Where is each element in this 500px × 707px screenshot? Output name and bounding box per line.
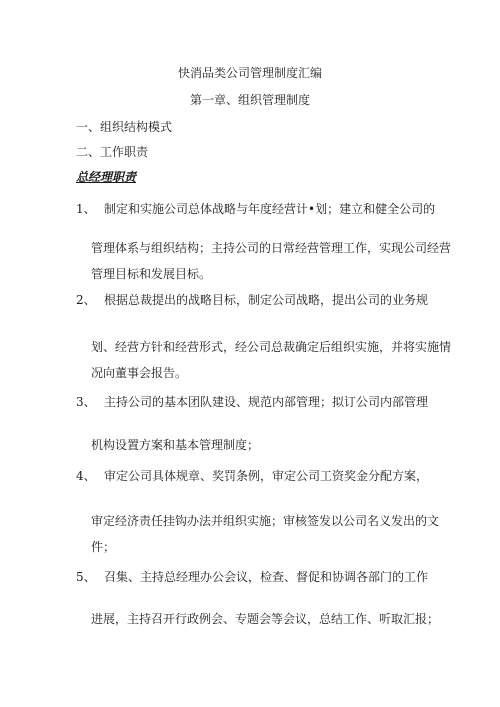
item-text-line: 况向董事会报告。 — [91, 366, 188, 380]
item-text-line: 管理目标和发展目标。 — [91, 267, 212, 281]
item-number: 1、 — [76, 202, 96, 216]
item-text-line: 审定公司具体规章、奖罚条例，审定公司工资奖金分配方案， — [104, 469, 429, 483]
item-number: 3、 — [76, 395, 96, 409]
item-text-line: 审定经济责任挂钩办法并组织实施；审核签发以公司名义发出的文 — [91, 514, 440, 528]
item-number: 2、 — [76, 293, 96, 307]
item-text-line: 召集、主持总经理办公会议，检查、督促和协调各部门的工作 — [104, 570, 429, 584]
section-job-duties: 二、工作职责 — [76, 145, 149, 159]
chapter-title: 第一章、组织管理制度 — [189, 93, 310, 107]
item-number: 5、 — [76, 570, 96, 584]
item-text-line: 制定和实施公司总体战略与年度经营计•划；建立和健全公司的 — [104, 202, 436, 216]
item-text-line: 划、经营方针和经营形式，经公司总裁确定后组织实施，并将实施情 — [91, 340, 452, 354]
document-title: 快消品类公司管理制度汇编 — [177, 66, 322, 80]
item-number: 4、 — [76, 469, 96, 483]
item-text-line: 根据总裁提出的战略目标，制定公司战略，提出公司的业务规 — [104, 293, 429, 307]
item-text-line: 管理体系与组织结构；主持公司的日常经营管理工作，实现公司经营 — [91, 241, 452, 255]
section-org-structure: 一、组织结构模式 — [76, 120, 173, 134]
item-text-line: 进展，主持召开行政例会、专题会等会议，总结工作、听取汇报； — [91, 612, 440, 626]
item-text-line: 机构设置方案和基本管理制度； — [91, 438, 260, 452]
item-text-line: 主持公司的基本团队建设、规范内部管理；拟订公司内部管理 — [104, 395, 429, 409]
item-text-line: 件； — [91, 540, 116, 554]
gm-duties-heading: 总经理职责 — [76, 170, 137, 184]
